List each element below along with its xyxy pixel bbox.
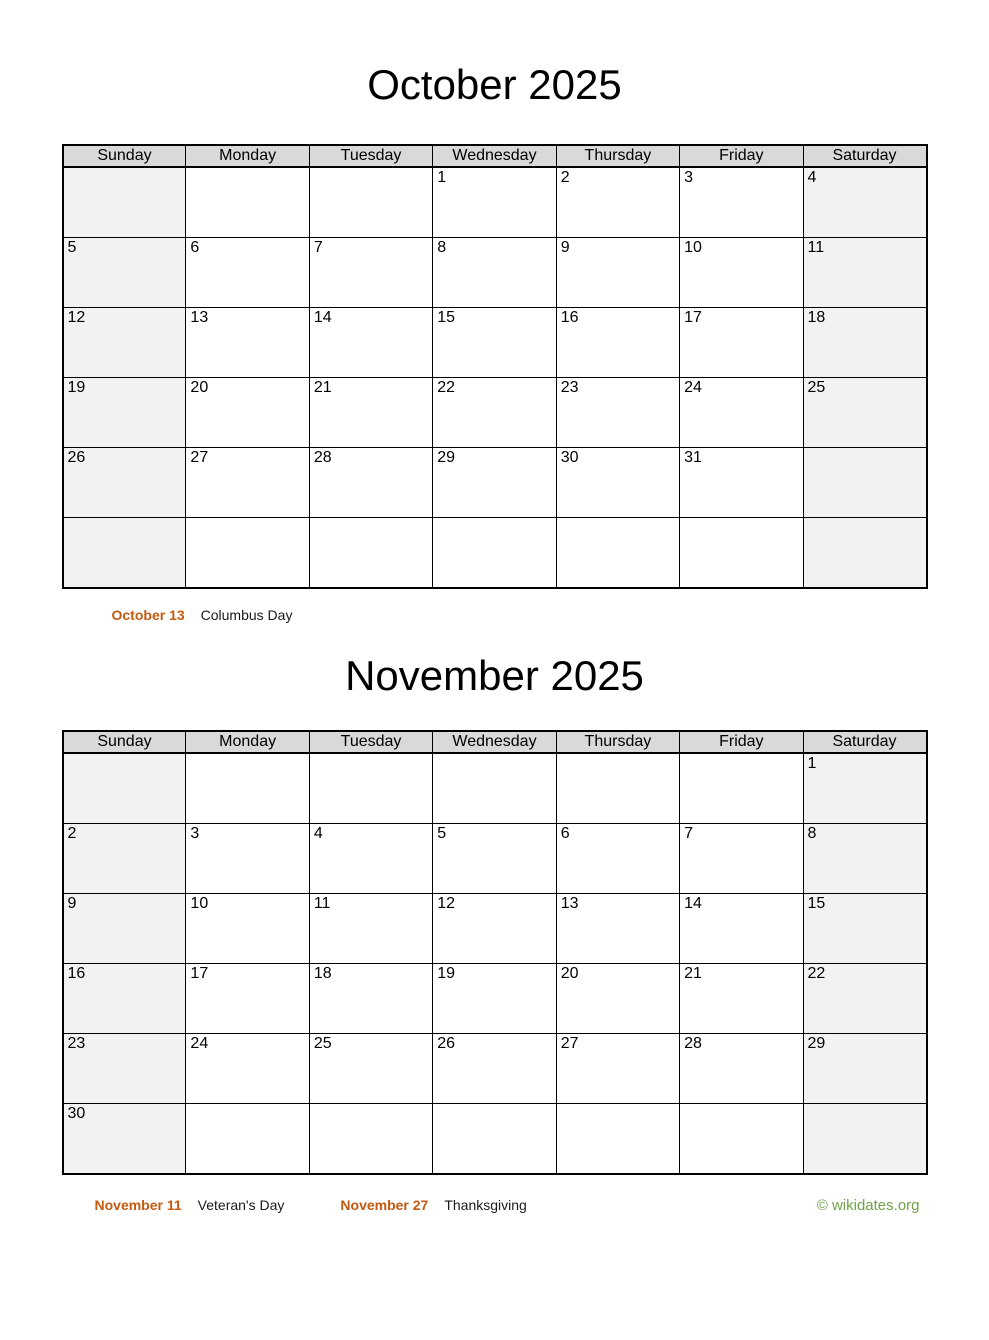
day-cell-14: 14 (309, 308, 432, 378)
day-cell-empty (309, 1104, 432, 1175)
holiday-name: Columbus Day (200, 607, 293, 623)
day-header-wednesday: Wednesday (433, 145, 556, 167)
day-cell-31: 31 (680, 448, 803, 518)
week-row (63, 964, 927, 1034)
day-cell-18: 18 (803, 308, 926, 378)
day-cell-11: 11 (309, 894, 432, 964)
day-cell-6: 6 (186, 238, 309, 308)
day-cell-15: 15 (803, 894, 926, 964)
day-cell-25: 25 (309, 1034, 432, 1104)
day-cell-empty (186, 518, 309, 589)
week-row (63, 824, 927, 894)
week-row (63, 378, 927, 448)
day-cell-empty (433, 753, 556, 824)
holiday-notes-november (95, 1195, 527, 1215)
week-row (63, 753, 927, 824)
day-cell-9: 9 (556, 238, 679, 308)
day-cell-empty (309, 167, 432, 238)
month-title-october: October 2025 (367, 61, 622, 108)
day-cell-5: 5 (433, 824, 556, 894)
day-cell-30: 30 (556, 448, 679, 518)
day-cell-empty (63, 753, 186, 824)
day-cell-22: 22 (433, 378, 556, 448)
day-cell-6: 6 (556, 824, 679, 894)
day-cell-18: 18 (309, 964, 432, 1034)
day-cell-20: 20 (556, 964, 679, 1034)
week-row (63, 1034, 927, 1104)
day-cell-empty (680, 1104, 803, 1175)
day-cell-empty (186, 753, 309, 824)
day-cell-8: 8 (803, 824, 926, 894)
day-cell-empty (556, 518, 679, 589)
week-row (63, 308, 927, 378)
holiday-date: November 27 (340, 1197, 429, 1213)
week-row (63, 238, 927, 308)
day-cell-19: 19 (433, 964, 556, 1034)
day-cell-26: 26 (433, 1034, 556, 1104)
day-cell-23: 23 (556, 378, 679, 448)
day-cell-empty (309, 753, 432, 824)
holiday-notes-october (62, 605, 928, 625)
day-cell-19: 19 (63, 378, 186, 448)
day-header-saturday: Saturday (803, 731, 926, 753)
week-row (63, 518, 927, 589)
day-cell-21: 21 (680, 964, 803, 1034)
day-cell-16: 16 (63, 964, 186, 1034)
week-row (63, 894, 927, 964)
day-cell-3: 3 (680, 167, 803, 238)
day-cell-empty (680, 518, 803, 589)
day-header-thursday: Thursday (556, 731, 679, 753)
day-cell-empty (433, 1104, 556, 1175)
day-header-wednesday: Wednesday (433, 731, 556, 753)
month-title-november: November 2025 (345, 652, 644, 699)
day-cell-16: 16 (556, 308, 679, 378)
holiday-note (112, 607, 293, 623)
day-header-monday: Monday (186, 731, 309, 753)
day-cell-15: 15 (433, 308, 556, 378)
day-cell-8: 8 (433, 238, 556, 308)
day-cell-17: 17 (186, 964, 309, 1034)
day-cell-10: 10 (186, 894, 309, 964)
day-cell-28: 28 (680, 1034, 803, 1104)
day-cell-4: 4 (309, 824, 432, 894)
day-cell-30: 30 (63, 1104, 186, 1175)
day-cell-empty (803, 518, 926, 589)
calendar-table-november (62, 730, 928, 1175)
day-cell-empty (433, 518, 556, 589)
day-cell-22: 22 (803, 964, 926, 1034)
day-cell-1: 1 (433, 167, 556, 238)
day-cell-17: 17 (680, 308, 803, 378)
day-cell-empty (186, 167, 309, 238)
day-header-friday: Friday (680, 731, 803, 753)
day-cell-29: 29 (803, 1034, 926, 1104)
week-row (63, 1104, 927, 1175)
day-cell-empty (63, 167, 186, 238)
holiday-note (340, 1197, 526, 1213)
day-cell-1: 1 (803, 753, 926, 824)
copyright-text: © wikidates.org (816, 1197, 920, 1214)
day-cell-empty (680, 753, 803, 824)
day-cell-2: 2 (556, 167, 679, 238)
day-cell-empty (803, 1104, 926, 1175)
day-header-sunday: Sunday (63, 731, 186, 753)
day-cell-12: 12 (63, 308, 186, 378)
day-cell-29: 29 (433, 448, 556, 518)
day-cell-24: 24 (186, 1034, 309, 1104)
day-cell-4: 4 (803, 167, 926, 238)
day-cell-23: 23 (63, 1034, 186, 1104)
day-header-row (63, 145, 927, 167)
day-cell-13: 13 (556, 894, 679, 964)
day-header-thursday: Thursday (556, 145, 679, 167)
day-header-tuesday: Tuesday (309, 145, 432, 167)
holiday-date: October 13 (111, 607, 185, 623)
day-header-saturday: Saturday (803, 145, 926, 167)
day-cell-5: 5 (63, 238, 186, 308)
calendar-page (0, 60, 989, 1216)
day-cell-21: 21 (309, 378, 432, 448)
day-header-tuesday: Tuesday (309, 731, 432, 753)
holiday-name: Veteran's Day (197, 1197, 285, 1213)
day-cell-empty (556, 1104, 679, 1175)
day-cell-26: 26 (63, 448, 186, 518)
day-cell-27: 27 (186, 448, 309, 518)
day-cell-25: 25 (803, 378, 926, 448)
day-cell-empty (803, 448, 926, 518)
day-cell-7: 7 (309, 238, 432, 308)
week-row (63, 448, 927, 518)
day-header-friday: Friday (680, 145, 803, 167)
day-cell-10: 10 (680, 238, 803, 308)
page-footer (62, 1195, 928, 1216)
day-cell-20: 20 (186, 378, 309, 448)
day-cell-2: 2 (63, 824, 186, 894)
day-cell-27: 27 (556, 1034, 679, 1104)
day-cell-11: 11 (803, 238, 926, 308)
day-cell-empty (63, 518, 186, 589)
day-cell-12: 12 (433, 894, 556, 964)
day-cell-7: 7 (680, 824, 803, 894)
calendar-table-october (62, 144, 928, 589)
day-cell-empty (556, 753, 679, 824)
day-cell-14: 14 (680, 894, 803, 964)
day-cell-empty (309, 518, 432, 589)
day-header-row (63, 731, 927, 753)
holiday-date: November 11 (94, 1197, 182, 1213)
week-row (63, 167, 927, 238)
day-header-sunday: Sunday (63, 145, 186, 167)
day-cell-9: 9 (63, 894, 186, 964)
holiday-note (95, 1197, 285, 1213)
day-cell-3: 3 (186, 824, 309, 894)
day-cell-28: 28 (309, 448, 432, 518)
day-cell-empty (186, 1104, 309, 1175)
day-cell-13: 13 (186, 308, 309, 378)
day-header-monday: Monday (186, 145, 309, 167)
holiday-name: Thanksgiving (444, 1197, 527, 1213)
day-cell-24: 24 (680, 378, 803, 448)
